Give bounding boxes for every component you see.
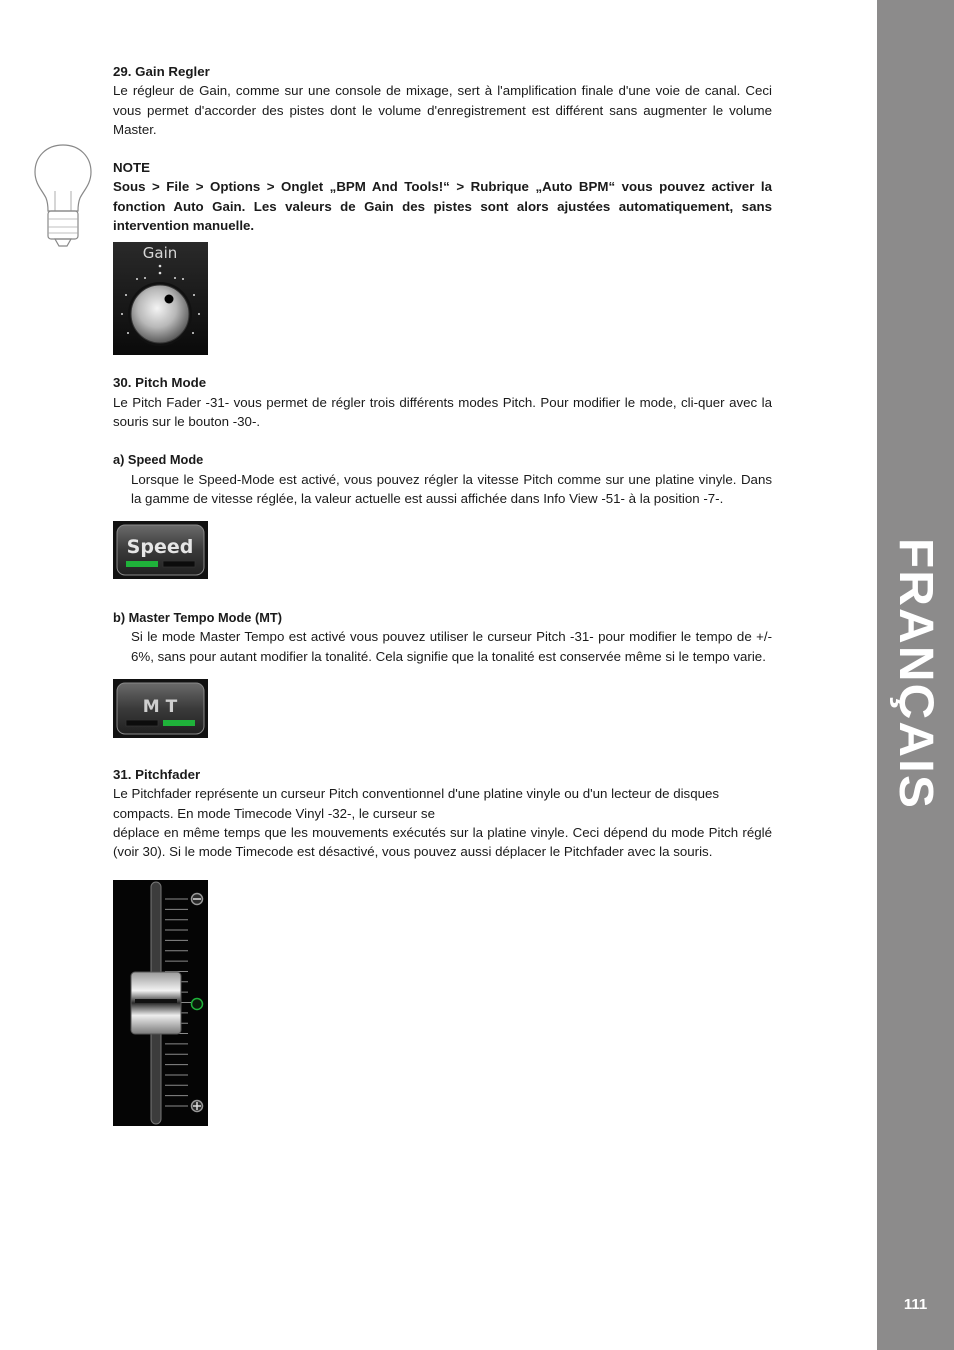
pitchfader-body-2: déplace en même temps que les mouvements exécutés sur la platine vinyle. Ceci dépend du mode Pitch réglé (voir 30). Si le mode Timecode est désactivé, vous pouvez aussi déplacer le Pitchfader avec la souris.	[113, 824, 772, 860]
master-tempo-heading: b) Master Tempo Mode (MT)	[113, 610, 282, 626]
mt-indicator-inactive	[126, 720, 158, 726]
speed-mode-heading: a) Speed Mode	[113, 452, 204, 468]
pitchfader-image	[113, 880, 208, 1126]
speed-indicator-inactive	[163, 561, 195, 567]
speed-mode-body: Lorsque le Speed-Mode est activé, vous pouvez régler la vitesse Pitch comme sur une platine vinyle. Dans la gamme de vitesse réglée, la valeur actuelle est aussi affichée dans Info View -51- à la position -7-.	[131, 471, 772, 506]
page-number: 111	[903, 1296, 928, 1313]
gain-image-label: Gain	[142, 244, 178, 263]
master-tempo-body: Si le mode Master Tempo est activé vous pouvez utiliser le curseur Pitch -31- pour modifier le tempo de +/- 6%, sans pour autant modifier la tonalité. Cela signifie que la tonalité est conservée même si le tempo varie.	[131, 629, 772, 664]
sidebar-language-label: FRANÇAIS	[889, 538, 942, 802]
speed-indicator-active	[126, 561, 158, 567]
lightbulb-icon	[33, 143, 93, 249]
language-sidebar	[877, 0, 954, 1350]
speed-button-label: Speed	[126, 536, 194, 559]
pitch-mode-body: Le Pitch Fader -31- vous permet de régler trois différents modes Pitch. Pour modifier le mode, cli-quer avec la souris sur le bouton -30-.	[113, 394, 772, 429]
mt-indicator-active	[163, 720, 195, 726]
note-heading: NOTE	[113, 160, 150, 176]
gain-body: Le régleur de Gain, comme sur une console de mixage, sert à l'amplification finale d'une voie de canal. Ceci vous permet d'accorder des pistes dont le volume d'enregistrement est différent sans augmenter le volume Master.	[113, 83, 772, 137]
sidebar-language-title	[885, 536, 945, 816]
pitchfader-heading: 31. Pitchfader	[113, 767, 201, 783]
speed-button-image	[113, 521, 208, 579]
mt-button-image	[113, 679, 208, 738]
page-content	[113, 62, 772, 1126]
pitch-marker-center	[192, 998, 203, 1009]
gain-heading: 29. Gain Regler	[113, 64, 210, 79]
pitchfader-body-1: Le Pitchfader représente un curseur Pitch conventionnel d'une platine vinyle ou d'un lecteur de disques compacts. En mode Timecode Vinyl -32-, le curseur se	[113, 786, 720, 821]
gain-knob-image	[113, 242, 208, 355]
gain-knob-pointer	[165, 295, 174, 304]
pitch-mode-heading: 30. Pitch Mode	[113, 375, 207, 391]
mt-button-label: M T	[142, 697, 178, 718]
note-body: Sous > File > Options > Onglet „BPM And Tools!“ > Rubrique „Auto BPM“ vous pouvez activer la fonction Auto Gain. Les valeurs de Gain des pistes sont alors ajustées automatiquement, sans intervention manuelle.	[113, 179, 772, 234]
